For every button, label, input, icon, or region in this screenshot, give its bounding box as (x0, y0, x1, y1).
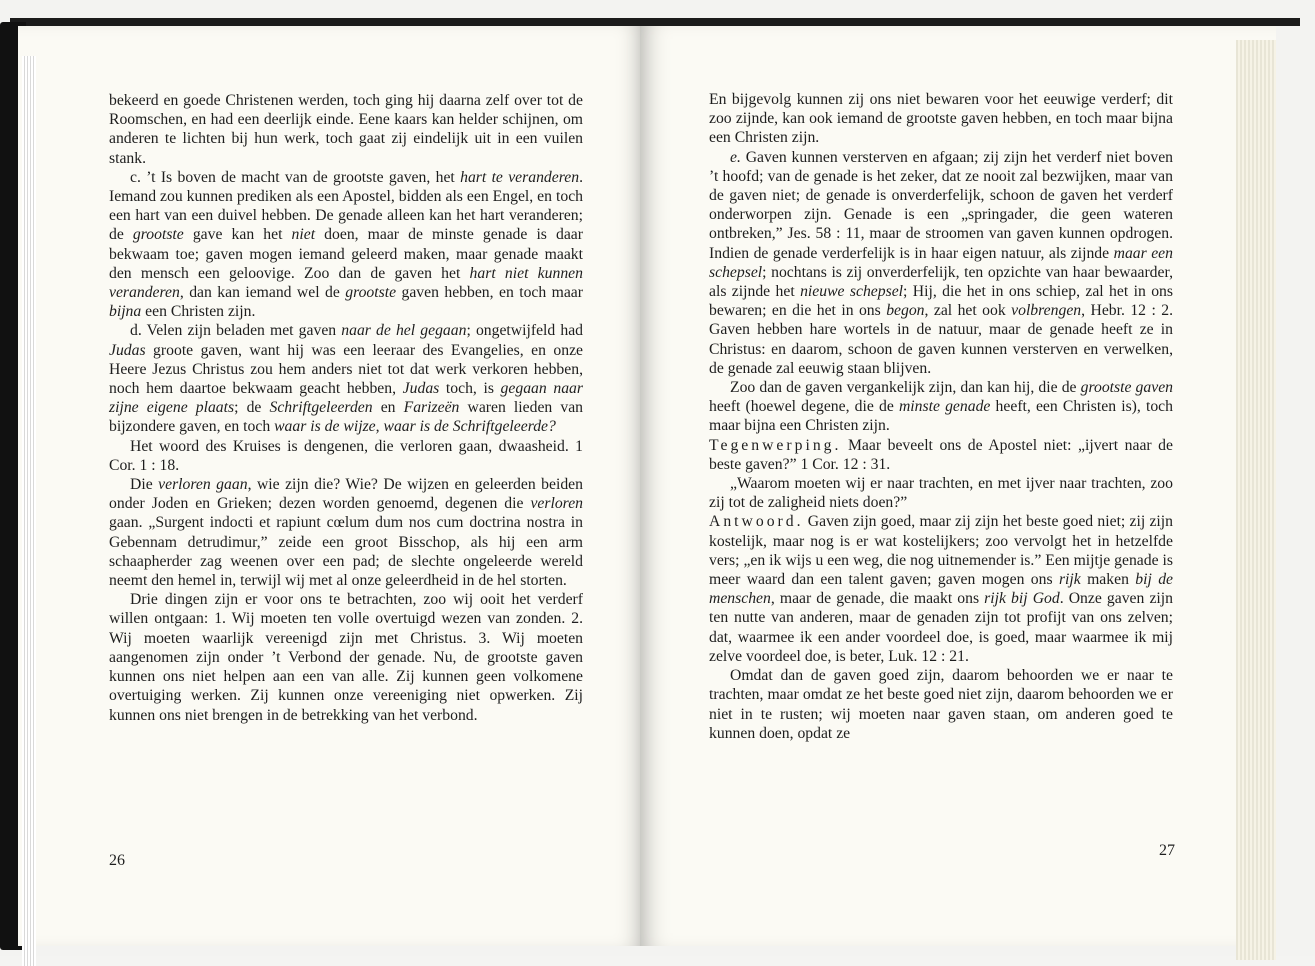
right-page-number: 27 (1159, 842, 1175, 859)
text-run: ; Hij, die het in ons schiep, zal het in ons bewaren; en die het in ons (709, 283, 1173, 320)
text-run: Velen zijn beladen met gaven (141, 322, 342, 340)
paragraph (709, 436, 1173, 474)
italic-text: grootste gaven (1080, 379, 1174, 397)
left-page-text (109, 91, 583, 725)
italic-text: bij de menschen (709, 571, 1174, 608)
paragraph (709, 90, 1173, 148)
text-run: . Onze gaven zijn ten nutte van anderen, maar de genaden zijn tot profijt van ons zelven; dat, waarmee ik een ander voordeel doe, is goed, maar waarmee ik mij zelve voordeel doe, is beter, Luk. 12 : 21. (709, 590, 1173, 665)
text-run: . Iemand zou kunnen prediken als een Apostel, bidden als een Engel, en toch een hart van een duivel hebben. De genade alleen kan het hart veranderen; de (109, 168, 583, 244)
text-run: waren lieden van bijzondere gaven, en toch (109, 399, 583, 436)
paragraph (709, 512, 1173, 666)
italic-text: volbrengen (1011, 302, 1082, 320)
text-run: Drie dingen zijn er voor ons te betrachten, zoo wij ooit het verderf willen ontgaan: 1. Wij moeten ten volle overtuigd wezen van zonden. 2. Wij moeten waarlijk vereenigd zijn met Christus. 3. Wij moeten aangenomen zijn onder ’t Verbond der genade. Nu, de grootste gaven kunnen ons niet helpen aan een van alle. Zij kunnen geen volkomene overtuiging werken. Zij kunnen onze vereeniging niet opwerken. Zij kunnen ons niet brengen in de betrekking van het verbond. (109, 591, 583, 724)
text-run: , maar de genade, die maakt ons (770, 590, 985, 608)
text-run: Gaven zijn goed, maar zij zijn het beste goed niet; zij zijn kostelijk, maar nog is er wat kostelijkers; zoo vervolgt het in hetzelfde vers; „en ik wijs u een weg, die nog uitnemender is.” Een mijtje genade is meer waard dan een talent gaven; gaven mogen ons (709, 513, 1173, 589)
text-run: en (372, 399, 404, 417)
page-edges-left (22, 56, 36, 966)
right-page-text (709, 90, 1173, 743)
left-page-number: 26 (109, 852, 125, 869)
text-run: , zal het ook (924, 302, 1012, 320)
italic-text: nieuwe schepsel (800, 283, 904, 301)
text-run: gaven hebben, en toch maar (396, 284, 583, 302)
italic-text: verloren gaan (158, 476, 248, 494)
italic-text: bijna (109, 303, 142, 321)
text-run: , wie zijn die? Wie? De wijzen en geleerden beiden onder Joden en Grieken; dezen worden genoemd, degenen die (109, 476, 583, 513)
text-run: een Christen zijn. (141, 303, 256, 321)
text-run: Zoo dan de gaven vergankelijk zijn, dan kan hij, die de (730, 379, 1081, 397)
italic-text: Judas (402, 380, 440, 398)
italic-text: niet (291, 226, 316, 244)
paragraph (709, 474, 1173, 512)
italic-text: grootste (345, 284, 397, 302)
text-run: c. (130, 168, 141, 186)
italic-text: grootste (132, 226, 184, 244)
text-run: gave kan het (183, 226, 292, 244)
text-run: ’t Is boven de macht van de grootste gaven, het (140, 168, 461, 186)
paragraph (109, 168, 583, 322)
text-run: heeft, een Christen is), toch maar bijna een Christen zijn. (709, 398, 1173, 435)
text-run: Maar beveelt ons de Apostel niet: „ijvert naar de beste gaven?” 1 Cor. 12 : 31. (709, 436, 1173, 473)
italic-text: Farizeën (403, 399, 460, 417)
italic-text: Schriftgeleerden (269, 399, 373, 417)
paragraph (709, 148, 1173, 378)
italic-text: e. (730, 148, 741, 166)
paragraph (109, 475, 583, 590)
italic-text: waar is de wijze, waar is de Schriftgeleerde? (274, 418, 556, 436)
text-run: Omdat dan de gaven goed zijn, daarom behoorden we er naar te trachten, maar omdat ze het beste goed niet zijn, daarom behoorden we er niet in te rusten; wij moeten naar gaven staan, om anderen goed te kunnen doen, opdat ze (709, 667, 1173, 742)
text-run: Gaven kunnen versterven en afgaan; zij zijn het verderf niet boven ’t hoofd; van de genade is het zeker, dat ze nooit zal bezwijken, maar van de gaven niet; de genade is onverderfelijk, schoon de gaven het verderf onderworpen zijn. Genade is een „springader, die geen wateren ontbreken,” Jes. 58 : 11, maar de stroomen van gaven kunnen opdrogen. Indien de genade verderfelijk is in haar eigen natuur, als zijnde (709, 148, 1173, 262)
italic-text: maar een schepsel (709, 244, 1173, 281)
italic-text: naar de hel gegaan (341, 322, 467, 340)
italic-text: begon (886, 302, 925, 320)
left-page (18, 26, 644, 946)
italic-text: rijk bij God (984, 590, 1060, 608)
text-run: doen, maar de minste genade is daar bekwaam toe; gaven mogen iemand geleerd maken, maar genade maakt den mensch een geloovige. Zoo dan de gaven het (109, 226, 583, 282)
italic-text: hart niet kunnen veranderen (109, 264, 583, 302)
book-cover-top (10, 18, 1300, 26)
right-page (640, 26, 1276, 946)
italic-text: Judas (109, 341, 146, 359)
italic-text: hart te veranderen (460, 168, 580, 186)
paragraph (109, 590, 583, 724)
italic-text: verloren (530, 495, 583, 513)
text-run: En bijgevolg kunnen zij ons niet bewaren voor het eeuwige verderf; dit zoo zijnde, kan ook iemand de grootste gaven hebben, en toch maar bijna een Christen zijn. (709, 91, 1173, 147)
paragraph (709, 378, 1173, 436)
paragraph (109, 91, 583, 168)
text-run: toch, is (439, 380, 501, 398)
text-run: bekeerd en goede Christenen werden, toch ging hij daarna zelf over tot de Roomschen, en had een deerlijk einde. Eene kaars kan helder schijnen, om anderen te lichten bij hun werk, toch gaat zij eindelijk uit in een vuilen stank. (109, 92, 583, 167)
italic-text: gegaan naar zijne eigene plaats (109, 380, 583, 417)
text-run: , Hebr. 12 : 2. Gaven hebben hare wortels in de natuur, maar de genade heeft ze in Christus: en daarom, schoon de gaven kunnen versterven en verwelken, de genade zal eeuwig staan blijven. (709, 302, 1173, 377)
text-run: gaan. „Surgent indocti et rapiunt cœlum dum nos cum doctrina nostra in Gebennam detrudimur,” zeide een groot Bisschop, als hij een arm schaapherder zag weenen over een pad; de slechte ongeleerde wereld neemt den hemel in, terwijl wij met al onze geleerdheid in de hel storten. (109, 514, 583, 590)
text-run: maken (1080, 571, 1136, 589)
text-run: ; nochtans is zij onverderfelijk, ten opzichte van haar bewaarder, als zijnde het (709, 263, 1173, 301)
spaced-heading: Tegenwerping. (709, 436, 842, 454)
paragraph (709, 666, 1173, 743)
text-run: Die (130, 476, 159, 494)
page-edges-right (1236, 40, 1276, 960)
paragraph (109, 437, 583, 475)
italic-text: rijk (1058, 571, 1081, 589)
text-run: heeft (hoewel degene, die de (709, 398, 899, 416)
text-run: , dan kan iemand wel de (179, 284, 346, 302)
text-run: ; de (234, 399, 270, 417)
spaced-heading: Antwoord. (709, 513, 804, 531)
text-run: d. (130, 322, 142, 340)
text-run: Het woord des Kruises is dengenen, die verloren gaan, dwaasheid. 1 Cor. 1 : 18. (109, 437, 583, 474)
text-run: groote gaven, want hij was een leeraar des Evangelies, en onze Heere Jezus Christus zou hem anders niet tot dat werk verkoren hebben, noch hem daartoe bekwaam geacht hebben, (109, 341, 583, 398)
italic-text: minste genade (898, 398, 991, 416)
text-run: „Waarom moeten wij er naar trachten, en met ijver naar trachten, zoo zij tot de zaligheid niets doen?” (709, 475, 1173, 512)
text-run: ; ongetwijfeld had (466, 322, 584, 340)
paragraph (109, 321, 583, 436)
